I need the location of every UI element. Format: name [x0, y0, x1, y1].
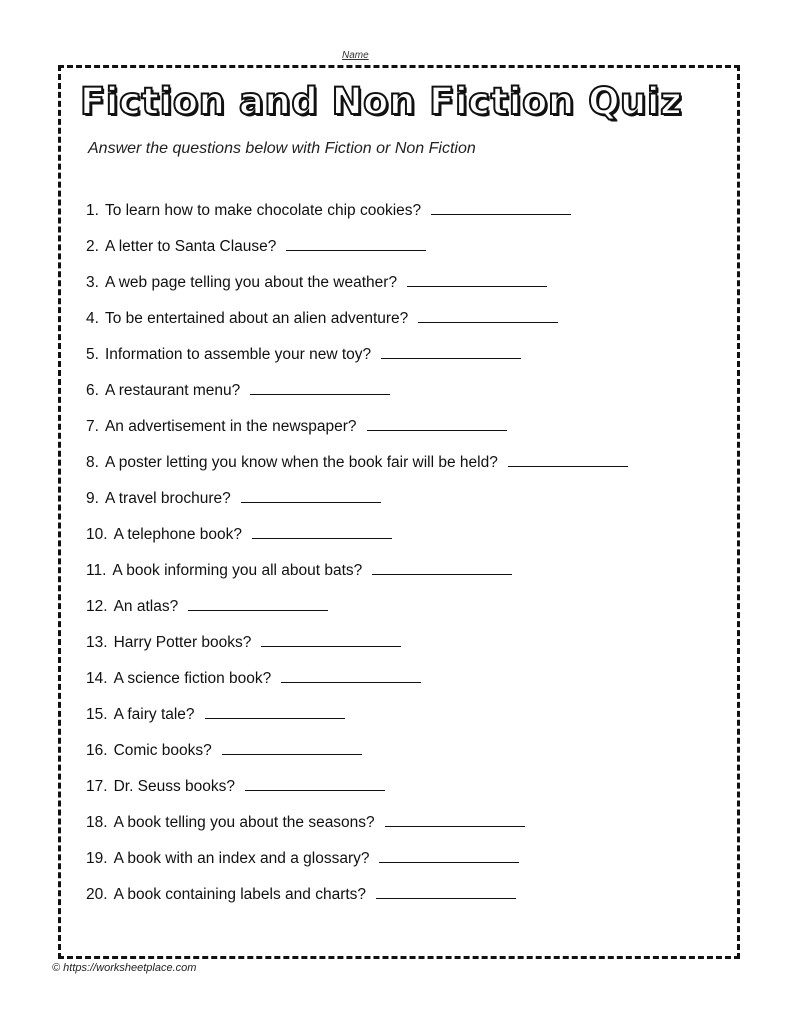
question-text: Comic books? — [113, 742, 212, 759]
question-number: 1. — [86, 202, 99, 219]
answer-blank[interactable] — [286, 234, 426, 251]
question-number: 7. — [86, 418, 99, 435]
question-text: An atlas? — [113, 598, 179, 615]
question-item — [86, 846, 628, 882]
question-item — [86, 486, 628, 522]
answer-blank[interactable] — [252, 522, 392, 539]
answer-blank[interactable] — [367, 414, 507, 431]
question-item — [86, 234, 628, 270]
question-number: 16. — [86, 742, 108, 759]
question-number: 9. — [86, 490, 99, 507]
question-text: A telephone book? — [113, 526, 242, 543]
question-item — [86, 594, 628, 630]
question-item — [86, 522, 628, 558]
question-number: 11. — [86, 562, 107, 579]
question-item — [86, 270, 628, 306]
question-number: 20. — [86, 886, 108, 903]
question-item — [86, 450, 628, 486]
answer-blank[interactable] — [376, 882, 516, 899]
question-text: An advertisement in the newspaper? — [104, 418, 357, 435]
answer-blank[interactable] — [508, 450, 628, 467]
question-text: A web page telling you about the weather? — [104, 274, 398, 291]
page-title: Fiction and Non Fiction Quiz — [80, 80, 683, 123]
question-text: To be entertained about an alien adventure? — [104, 310, 409, 327]
question-number: 13. — [86, 634, 108, 651]
answer-blank[interactable] — [281, 666, 421, 683]
question-item — [86, 342, 628, 378]
question-number: 4. — [86, 310, 99, 327]
question-item — [86, 666, 628, 702]
question-text: A book containing labels and charts? — [113, 886, 367, 903]
question-number: 17. — [86, 778, 108, 795]
question-text: A poster letting you know when the book fair will be held? — [104, 454, 498, 471]
question-text: A book telling you about the seasons? — [113, 814, 375, 831]
answer-blank[interactable] — [379, 846, 519, 863]
answer-blank[interactable] — [407, 270, 547, 287]
question-text: Dr. Seuss books? — [113, 778, 236, 795]
question-item — [86, 774, 628, 810]
question-text: To learn how to make chocolate chip cookies? — [104, 202, 422, 219]
question-item — [86, 414, 628, 450]
question-number: 10. — [86, 526, 108, 543]
question-item — [86, 306, 628, 342]
answer-blank[interactable] — [205, 702, 345, 719]
question-text: A book with an index and a glossary? — [113, 850, 370, 867]
question-text: A restaurant menu? — [104, 382, 241, 399]
question-list — [86, 198, 628, 918]
question-number: 19. — [86, 850, 108, 867]
question-item — [86, 738, 628, 774]
question-item — [86, 198, 628, 234]
copyright-footer: © https://worksheetplace.com — [52, 962, 197, 974]
answer-blank[interactable] — [241, 486, 381, 503]
answer-blank[interactable] — [418, 306, 558, 323]
question-number: 8. — [86, 454, 99, 471]
question-text: A fairy tale? — [113, 706, 195, 723]
question-item — [86, 378, 628, 414]
question-text: A book informing you all about bats? — [112, 562, 363, 579]
question-text: A letter to Santa Clause? — [104, 238, 277, 255]
question-item — [86, 558, 628, 594]
question-number: 3. — [86, 274, 99, 291]
answer-blank[interactable] — [381, 342, 521, 359]
answer-blank[interactable] — [222, 738, 362, 755]
answer-blank[interactable] — [188, 594, 328, 611]
question-text: A travel brochure? — [104, 490, 231, 507]
question-item — [86, 882, 628, 918]
question-item — [86, 630, 628, 666]
question-text: Harry Potter books? — [113, 634, 252, 651]
instructions: Answer the questions below with Fiction or Non Fiction — [88, 140, 476, 157]
answer-blank[interactable] — [385, 810, 525, 827]
answer-blank[interactable] — [250, 378, 390, 395]
question-text: A science fiction book? — [113, 670, 272, 687]
question-number: 2. — [86, 238, 99, 255]
answer-blank[interactable] — [431, 198, 571, 215]
question-item — [86, 702, 628, 738]
question-item — [86, 810, 628, 846]
answer-blank[interactable] — [245, 774, 385, 791]
answer-blank[interactable] — [261, 630, 401, 647]
question-text: Information to assemble your new toy? — [104, 346, 372, 363]
name-label: Name — [342, 50, 369, 61]
question-number: 12. — [86, 598, 108, 615]
answer-blank[interactable] — [372, 558, 512, 575]
question-number: 6. — [86, 382, 99, 399]
question-number: 18. — [86, 814, 108, 831]
question-number: 14. — [86, 670, 108, 687]
question-number: 15. — [86, 706, 108, 723]
question-number: 5. — [86, 346, 99, 363]
